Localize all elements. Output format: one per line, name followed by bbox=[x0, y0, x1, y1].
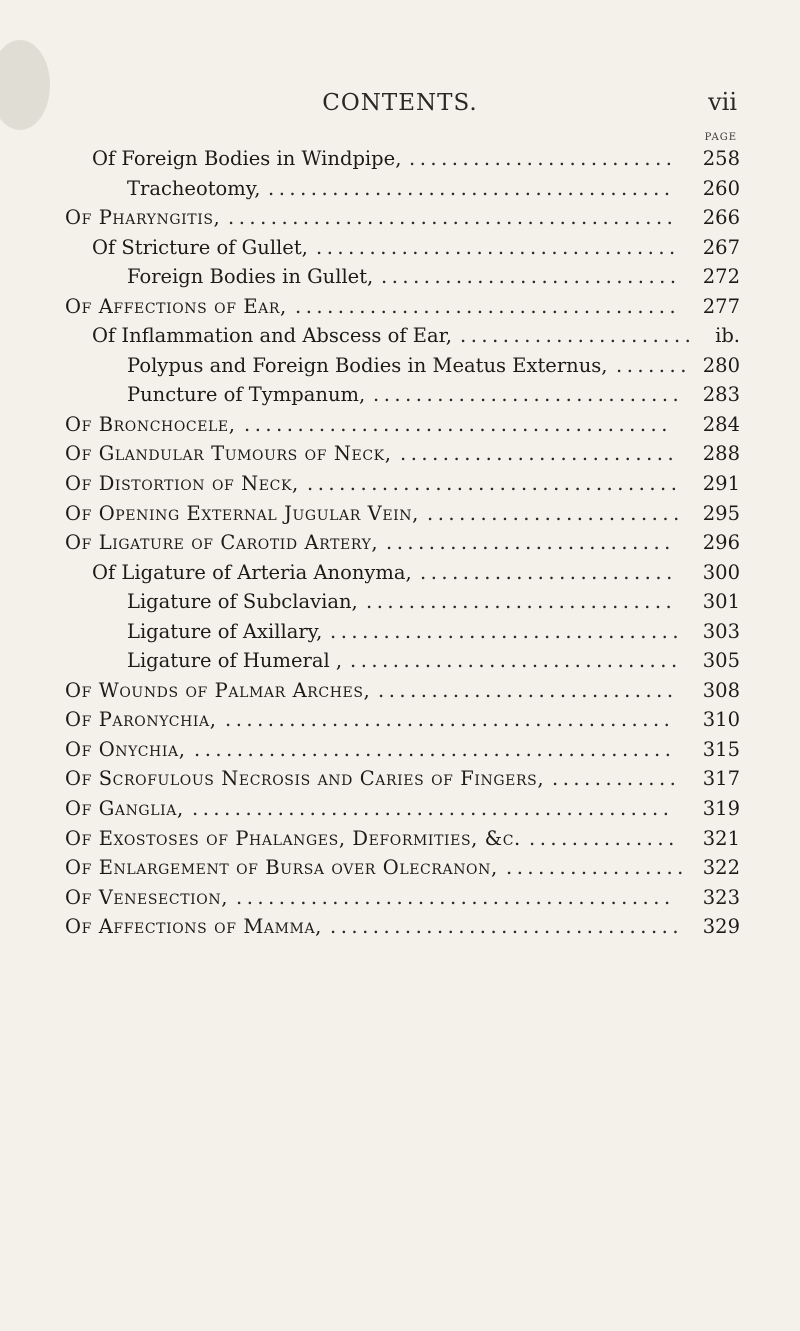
toc-entry-page: 288 bbox=[702, 442, 740, 466]
toc-entry-page: 322 bbox=[702, 856, 740, 880]
toc-entry bbox=[0, 912, 800, 942]
toc-entry bbox=[0, 174, 800, 204]
toc-entry-title: Of Inflammation and Abscess of Ear, bbox=[92, 324, 452, 348]
toc-entry-page: 323 bbox=[702, 885, 740, 909]
toc-entry-page: 258 bbox=[702, 147, 740, 170]
toc-entry-page: 277 bbox=[702, 294, 740, 318]
toc-entry-page: 319 bbox=[702, 797, 740, 821]
toc-entry-page: 280 bbox=[702, 353, 740, 377]
toc-entry-page: 303 bbox=[702, 619, 740, 643]
toc-entry-page: 291 bbox=[702, 472, 740, 496]
toc-entry bbox=[0, 883, 800, 913]
toc-entry-page: 321 bbox=[702, 826, 740, 850]
toc-entry-title: Ligature of Humeral , bbox=[127, 649, 343, 673]
toc-entry-title: Foreign Bodies in Gullet, bbox=[127, 265, 374, 289]
toc-entry-page: 310 bbox=[702, 708, 740, 732]
toc-entry bbox=[0, 380, 800, 410]
toc-entry-page: 305 bbox=[702, 649, 740, 673]
toc-entry bbox=[0, 587, 800, 617]
toc-entry-page: 283 bbox=[702, 383, 740, 407]
toc-entry-page: 296 bbox=[702, 531, 740, 555]
toc-entry bbox=[0, 853, 800, 883]
toc-entry-title: Of Pharyngitis, bbox=[65, 206, 221, 230]
dot-leader: ........................ bbox=[427, 501, 684, 525]
toc-entry-page: 315 bbox=[702, 737, 740, 761]
page-column-label: PAGE bbox=[704, 132, 737, 143]
toc-entry-title: Tracheotomy, bbox=[127, 176, 261, 200]
dot-leader: ............................................. bbox=[194, 737, 676, 761]
toc-entry bbox=[0, 351, 800, 381]
toc-entry-title: Of Distortion of Neck, bbox=[65, 472, 299, 496]
dot-leader: ...................................... bbox=[268, 176, 675, 200]
toc-entry-title: Of Onychia, bbox=[65, 737, 186, 761]
dot-leader: ........................................ bbox=[244, 412, 672, 436]
toc-entry bbox=[0, 705, 800, 735]
toc-entry bbox=[0, 528, 800, 558]
dot-leader: .............. bbox=[529, 826, 679, 850]
toc-entry bbox=[0, 558, 800, 588]
dot-leader: ............................ bbox=[378, 678, 678, 702]
dot-leader: ......................... bbox=[409, 147, 677, 170]
toc-entry bbox=[0, 794, 800, 824]
toc-entry-title: Of Bronchocele, bbox=[65, 412, 236, 436]
toc-entry-title: Ligature of Axillary, bbox=[127, 619, 323, 643]
toc-entry-page: 260 bbox=[702, 176, 740, 200]
toc-entry-title: Of Affections of Ear, bbox=[65, 294, 287, 318]
toc-entry bbox=[0, 617, 800, 647]
dot-leader: ......................................... bbox=[236, 885, 675, 909]
toc-entry bbox=[0, 676, 800, 706]
dot-leader: ........................ bbox=[420, 560, 677, 584]
dot-leader: ............................ bbox=[381, 265, 681, 289]
toc-entry bbox=[0, 262, 800, 292]
toc-entry-title: Of Exostoses of Phalanges, Deformities, &c. bbox=[65, 826, 521, 850]
toc-entry bbox=[0, 469, 800, 499]
paper-stain bbox=[0, 40, 50, 130]
toc-entry bbox=[0, 764, 800, 794]
toc-entry-title: Of Ligature of Carotid Artery, bbox=[65, 531, 379, 555]
dot-leader: ............................................. bbox=[192, 797, 674, 821]
dot-leader: ................................... bbox=[307, 472, 682, 496]
toc-entry-title: Puncture of Tympanum, bbox=[127, 383, 366, 407]
dot-leader: ................. bbox=[506, 856, 688, 880]
toc-entry bbox=[0, 203, 800, 233]
toc-entry-page: 329 bbox=[702, 915, 740, 939]
dot-leader: .......................... bbox=[400, 442, 679, 466]
toc-entry-page: 301 bbox=[702, 590, 740, 614]
toc-entry-title: Of Ligature of Arteria Anonyma, bbox=[92, 560, 412, 584]
toc-entry-title: Of Venesection, bbox=[65, 885, 228, 909]
dot-leader: ................................. bbox=[330, 619, 684, 643]
toc-entry-page: 300 bbox=[702, 560, 740, 584]
toc-entry-title: Of Scrofulous Necrosis and Caries of Fingers, bbox=[65, 767, 545, 791]
dot-leader: ............................... bbox=[350, 649, 682, 673]
toc-entry bbox=[0, 321, 800, 351]
dot-leader: ............................. bbox=[373, 383, 684, 407]
toc-entry-title: Of Opening External Jugular Vein, bbox=[65, 501, 419, 525]
toc-entry bbox=[0, 410, 800, 440]
toc-entry bbox=[0, 439, 800, 469]
dot-leader: ............ bbox=[552, 767, 681, 791]
toc-entry-title: Of Foreign Bodies in Windpipe, bbox=[92, 147, 402, 170]
toc-entry-page: 295 bbox=[702, 501, 740, 525]
toc-entry-title: Of Enlargement of Bursa over Olecranon, bbox=[65, 856, 498, 880]
dot-leader: ................................. bbox=[330, 915, 684, 939]
dot-leader: .......................................... bbox=[228, 206, 678, 230]
dot-leader: .................................. bbox=[316, 235, 680, 259]
toc-entry bbox=[0, 144, 800, 174]
dot-leader: ....... bbox=[616, 353, 691, 377]
toc-entry-title: Of Stricture of Gullet, bbox=[92, 235, 308, 259]
toc-entry-title: Polypus and Foreign Bodies in Meatus Externus, bbox=[127, 353, 608, 377]
toc-entry-page: 284 bbox=[702, 412, 740, 436]
dot-leader: ...................... bbox=[460, 324, 696, 348]
toc-entry-page: 308 bbox=[702, 678, 740, 702]
toc-entry bbox=[0, 233, 800, 263]
toc-entry-title: Of Wounds of Palmar Arches, bbox=[65, 678, 371, 702]
dot-leader: ............................. bbox=[366, 590, 677, 614]
page-number: vii bbox=[708, 88, 737, 116]
toc-entry-title: Of Affections of Mamma, bbox=[65, 915, 322, 939]
dot-leader: .................................... bbox=[295, 294, 681, 318]
toc-entry-page: 266 bbox=[702, 206, 740, 230]
dot-leader: ........................... bbox=[386, 531, 675, 555]
toc-entry-page: ib. bbox=[715, 324, 740, 348]
toc-entry-title: Of Glandular Tumours of Neck, bbox=[65, 442, 392, 466]
toc-entry bbox=[0, 292, 800, 322]
toc-entry bbox=[0, 735, 800, 765]
toc-entry-page: 317 bbox=[702, 767, 740, 791]
toc-entry bbox=[0, 646, 800, 676]
toc-entry bbox=[0, 824, 800, 854]
toc-entry bbox=[0, 499, 800, 529]
toc-entry-title: Ligature of Subclavian, bbox=[127, 590, 358, 614]
toc-entry-page: 267 bbox=[702, 235, 740, 259]
toc-entry-page: 272 bbox=[702, 265, 740, 289]
table-of-contents bbox=[0, 144, 800, 942]
page-header-title: CONTENTS. bbox=[322, 90, 478, 116]
dot-leader: .......................................... bbox=[225, 708, 675, 732]
toc-entry-title: Of Ganglia, bbox=[65, 797, 184, 821]
toc-entry-title: Of Paronychia, bbox=[65, 708, 217, 732]
